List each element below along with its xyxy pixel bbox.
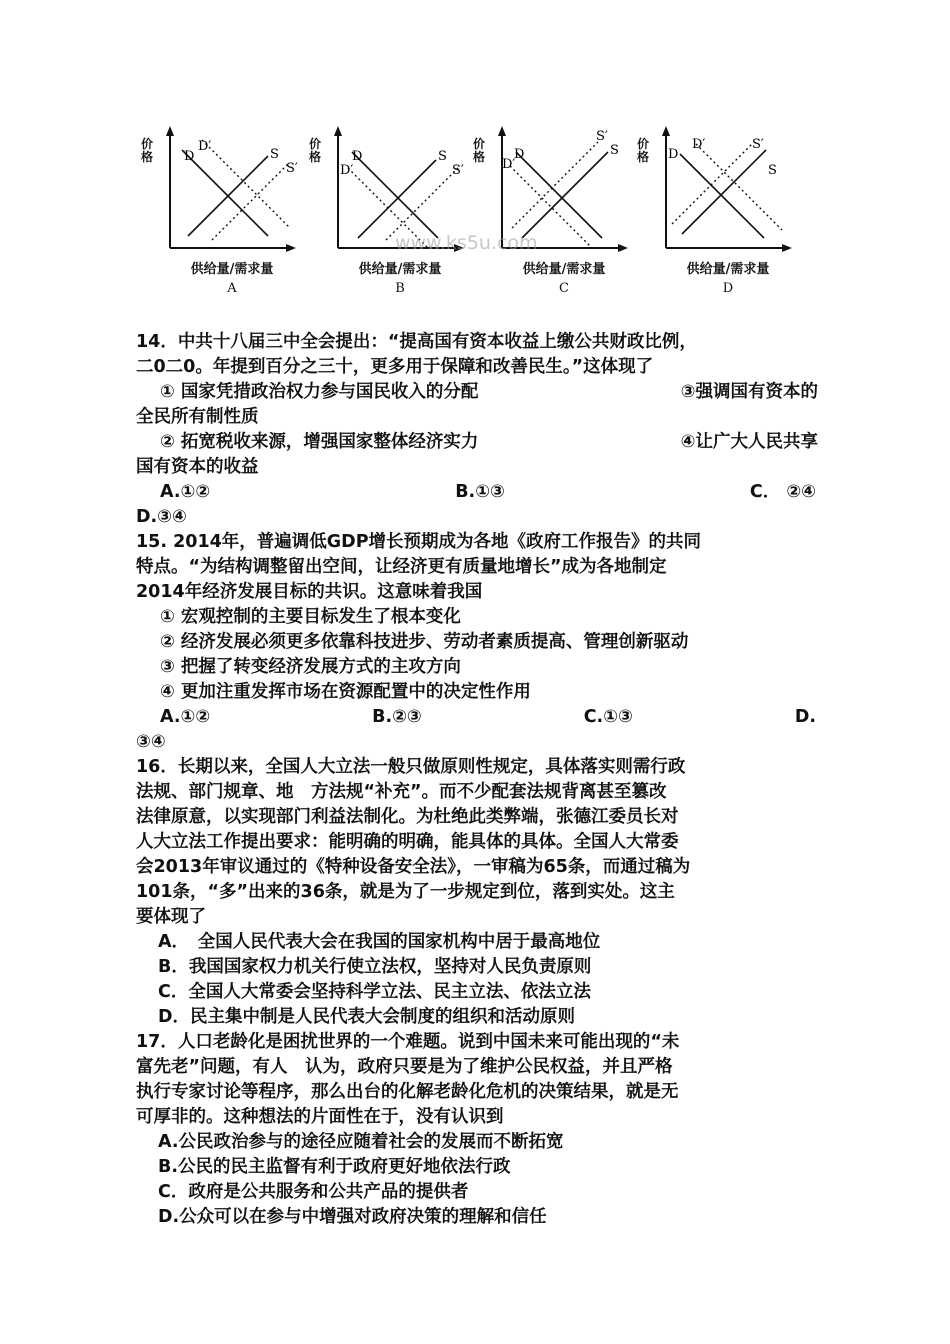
q17-option-b: B.公民的民主监督有利于政府更好地依法行政 (158, 1157, 511, 1177)
label-s: S (610, 143, 619, 158)
figure-caption-a: A (227, 281, 237, 296)
q15-stem-line: 15. 2014年，普遍调低GDP增长预期成为各地《政府工作报告》的共同 (136, 532, 702, 552)
q14-statement-row (136, 380, 826, 405)
q17-option-c: C．政府是公共服务和公共产品的提供者 (158, 1182, 469, 1202)
label-s: S (270, 147, 279, 162)
watermark: www.ks5u.com (395, 232, 538, 254)
q16-stem-line: 101条，“多”出来的36条，就是为了一步规定到位，落到实处。这主 (136, 882, 675, 902)
x-axis-label: 供给量/需求量 (522, 262, 606, 277)
y-axis-label: 价格 (140, 137, 153, 164)
q15-options (136, 705, 826, 730)
q14-statement-2: ② 拓宽税收来源，增强国家整体经济实力 (160, 432, 479, 452)
q14-statement-4-cont: 国有资本的收益 (136, 457, 259, 477)
q14-options (136, 480, 826, 505)
q15-option-d: D. (794, 707, 816, 727)
q17-stem-line: 可厚非的。这种想法的片面性在于，没有认识到 (136, 1107, 504, 1127)
q16-stem-line: 会2013年审议通过的《特种设备安全法》，一审稿为65条，而通过稿为 (136, 857, 691, 877)
figure-a-graph (140, 118, 300, 258)
q14-option-c: C． ②④ (749, 482, 816, 502)
q14-statement-4: ④让广大人民共享 (680, 432, 818, 452)
q15-statement-3: ③ 把握了转变经济发展方式的主攻方向 (160, 657, 461, 677)
q14-statement-3-cont: 全民所有制性质 (136, 407, 259, 427)
figure-panel-a (140, 118, 300, 303)
q15-statement-2: ② 经济发展必须更多依靠科技进步、劳动者素质提高、管理创新驱动 (160, 632, 689, 652)
supply-demand-figures (140, 118, 800, 303)
q16-stem-line: 人大立法工作提出要求：能明确的明确，能具体的具体。全国人大常委 (136, 832, 679, 852)
label-s-prime: S′ (452, 163, 464, 178)
q17-stem-line: 富先老”问题，有人 认为，政府只要是为了维护公民权益，并且严格 (136, 1057, 673, 1077)
figure-panel-d (636, 118, 796, 303)
q14-option-d: D.③④ (136, 507, 187, 527)
curve-s-prime (512, 142, 598, 228)
q16-option-d: D．民主集中制是人民代表大会制度的组织和活动原则 (158, 1007, 576, 1027)
x-axis-label: 供给量/需求量 (190, 262, 274, 277)
figure-panel-c (472, 118, 632, 303)
q15-option-a: A.①② (160, 707, 211, 727)
label-d: D (352, 149, 363, 164)
q15-stem-line: 2014年经济发展目标的共识。这意味着我国 (136, 582, 483, 602)
label-d-prime: D′ (502, 157, 516, 172)
q16-stem-line: 16．长期以来，全国人大立法一般只做原则性规定，具体落实则需行政 (136, 757, 686, 777)
q14-stem-line: 14．中共十八届三中全会提出：“提高国有资本收益上缴公共财政比例， (136, 332, 697, 352)
curve-s-prime (672, 144, 752, 224)
q14-statement-row (136, 430, 826, 455)
curve-s (682, 150, 766, 234)
q16-stem-line: 法规、部门规章、地 方法规“补充”。而不少配套法规背离甚至篡改 (136, 782, 667, 802)
label-s-prime: S′ (752, 137, 764, 152)
figure-panel-b (308, 118, 468, 303)
q14-option-a: A.①② (160, 482, 211, 502)
q16-stem-line: 要体现了 (136, 907, 206, 927)
q17-option-a: A.公民政治参与的途径应随着社会的发展而不断拓宽 (158, 1132, 564, 1152)
label-s-prime: S′ (286, 161, 298, 176)
curve-s-prime (212, 164, 288, 240)
q14-statement-1: ① 国家凭措政治权力参与国民收入的分配 (160, 382, 479, 402)
label-s: S (438, 149, 447, 164)
label-d: D (514, 147, 525, 162)
figure-caption-c: C (559, 281, 569, 296)
q15-statement-4: ④ 更加注重发挥市场在资源配置中的决定性作用 (160, 682, 531, 702)
label-d: D (184, 149, 195, 164)
label-s-prime: S′ (596, 129, 608, 144)
curve-d-prime (696, 144, 782, 230)
q16-stem-line: 法律原意，以实现部门利益法制化。为杜绝此类弊端，张德江委员长对 (136, 807, 679, 827)
q15-stem-line: 特点。“为结构调整留出空间，让经济更有质量地增长”成为各地制定 (136, 557, 667, 577)
label-d-prime: D′ (692, 137, 706, 152)
q15-option-b: B.②③ (372, 707, 422, 727)
q17-stem-line: 执行专家讨论等程序，那么出台的化解老龄化危机的决策结果，就是无 (136, 1082, 679, 1102)
q14-stem-line: 二0二0。年提到百分之三十，更多用于保障和改善民生。”这体现了 (136, 357, 654, 377)
figure-caption-d: D (722, 281, 734, 296)
q15-option-c: C.①③ (583, 707, 633, 727)
x-axis-label: 供给量/需求量 (686, 262, 770, 277)
q14-statement-3: ③强调国有资本的 (680, 382, 818, 402)
figure-caption-b: B (395, 281, 405, 296)
q14-option-b: B.①③ (455, 482, 505, 502)
q17-option-d: D.公众可以在参与中增强对政府决策的理解和信任 (158, 1207, 547, 1227)
x-axis-label: 供给量/需求量 (358, 262, 442, 277)
label-d: D (668, 147, 679, 162)
curve-d (516, 152, 602, 238)
q16-option-c: C．全国人大常委会坚持科学立法、民主立法、依法立法 (158, 982, 591, 1002)
curve-d (352, 152, 438, 238)
curve-d (680, 154, 764, 238)
q15-statement-1: ① 宏观控制的主要目标发生了根本变化 (160, 607, 461, 627)
curve-s-prime (386, 166, 460, 240)
figure-d-graph (636, 118, 796, 258)
curve-s (522, 152, 608, 238)
q15-option-d-cont: ③④ (136, 732, 166, 752)
label-d-prime: D′ (340, 163, 354, 178)
y-axis-label: 价格 (636, 137, 649, 164)
label-s: S (768, 163, 777, 178)
q16-option-a: A． 全国人民代表大会在我国的国家机构中居于最高地位 (158, 932, 601, 952)
q16-option-b: B．我国国家权力机关行使立法权，坚持对人民负责原则 (158, 957, 592, 977)
question-content (136, 330, 826, 1230)
curve-s (358, 160, 436, 238)
label-d-prime: D′ (198, 139, 212, 154)
y-axis-label: 价格 (308, 137, 321, 164)
y-axis-label: 价格 (472, 137, 485, 164)
q17-stem-line: 17．人口老龄化是困扰世界的一个难题。说到中国未来可能出现的“未 (136, 1032, 680, 1052)
